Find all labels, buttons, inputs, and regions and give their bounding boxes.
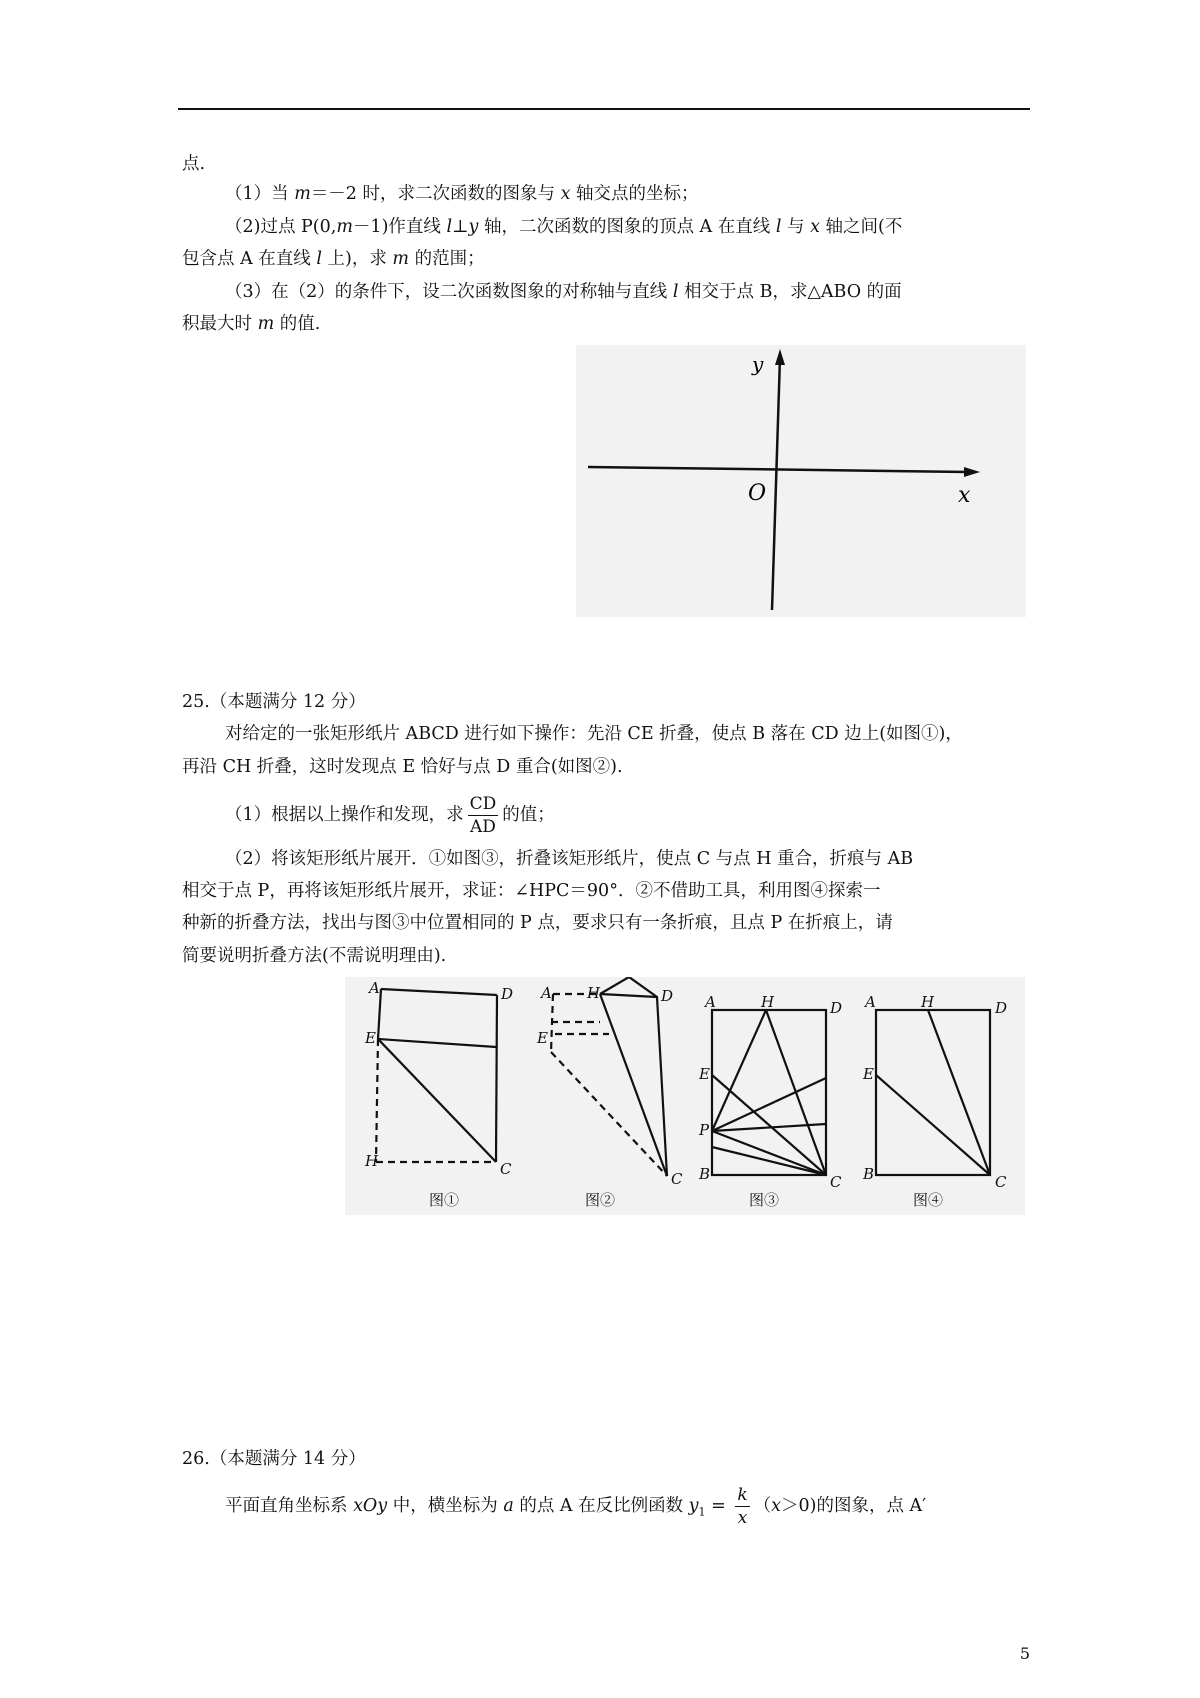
fig3-label-h: H [761, 993, 775, 1011]
fig3-label-a: A [705, 993, 716, 1011]
folding-figures [345, 977, 1025, 1215]
fig3-label-p: P [699, 1121, 710, 1139]
fig1-caption: 图① [429, 1191, 460, 1209]
q25-part1: （1）根据以上操作和发现，求 $\frac{CD}{AD}$ 的值； [225, 794, 555, 837]
figure-background [576, 345, 1026, 617]
header-rule [178, 108, 1030, 110]
x-axis-label: x [958, 483, 971, 508]
fig3-label-c: C [830, 1173, 842, 1191]
fig2-label-d: D [661, 987, 674, 1005]
q24-part3-line1: （3）在（2）的条件下，设二次函数图象的对称轴与直线 l 相交于点 B，求△ABO 的面 [225, 282, 902, 302]
q25-part2-line1: （2）将该矩形纸片展开．①如图③，折叠该矩形纸片，使点 C 与点 H 重合，折痕与 AB [225, 849, 914, 869]
fig1-label-h: H [365, 1152, 379, 1170]
fig3-label-b: B [699, 1165, 711, 1183]
fig1-label-c: C [500, 1160, 512, 1178]
fig4-label-c: C [995, 1173, 1007, 1191]
page-number: 5 [1019, 1644, 1030, 1663]
q24-part2-line1: （2)过点 P(0,m－1)作直线 l⊥y 轴，二次函数的图象的顶点 A 在直线 l 与 x 轴之间(不 [225, 217, 903, 237]
q24-part3-line2: 积最大时 m 的值. [182, 314, 321, 334]
fraction-k-x: $\frac{k}{x}$ [737, 1485, 748, 1528]
fig2-label-e: E [537, 1029, 548, 1047]
origin-label: O [748, 481, 767, 506]
fig3-label-e: E [699, 1065, 710, 1083]
fraction-cd-ad: $\frac{CD}{AD}$ [469, 794, 497, 837]
q25-part2-line3: 种新的折叠方法，找出与图③中位置相同的 P 点，要求只有一条折痕，且点 P 在折痕上，请 [182, 913, 893, 933]
q25-line2: 再沿 CH 折叠，这时发现点 E 恰好与点 D 重合(如图②). [182, 757, 623, 777]
fig1-label-d: D [501, 985, 514, 1003]
figures-background [345, 977, 1025, 1215]
fig2-label-a: A [541, 984, 552, 1002]
fig4-caption: 图④ [913, 1191, 944, 1209]
q26-line1: 平面直角坐标系 xOy 中，横坐标为 a 的点 A 在反比例函数 $y_1$ = $\frac{k}{x}$ （x＞0)的图象，点 A′ [225, 1485, 927, 1528]
fig2-caption: 图② [585, 1191, 616, 1209]
y-axis-label: y [752, 352, 764, 376]
fig4-label-a: A [865, 993, 876, 1011]
fig4-label-b: B [863, 1165, 875, 1183]
fig3-caption: 图③ [749, 1191, 780, 1209]
q24-part1: （1）当 m＝－2 时，求二次函数的图象与 x 轴交点的坐标； [225, 184, 699, 204]
fig3-label-d: D [830, 999, 843, 1017]
fig1-label-a: A [369, 979, 380, 997]
fig1-label-e: E [365, 1029, 376, 1047]
fig4-label-e: E [863, 1065, 874, 1083]
fig4-label-d: D [995, 999, 1008, 1017]
q25-part2-line4: 简要说明折叠方法(不需说明理由). [182, 946, 447, 966]
coordinate-axes-figure [576, 345, 1026, 617]
q24-continuation: 点. [182, 154, 206, 174]
fig4-label-h: H [921, 993, 935, 1011]
q25-header: 25.（本题满分 12 分） [182, 692, 366, 712]
fig2-label-h: H [587, 984, 601, 1002]
q26-header: 26.（本题满分 14 分） [182, 1449, 366, 1469]
fig2-label-c: C [671, 1170, 683, 1188]
q25-line1: 对给定的一张矩形纸片 ABCD 进行如下操作：先沿 CE 折叠，使点 B 落在 CD 边上(如图①)， [225, 724, 963, 744]
q25-part2-line2: 相交于点 P，再将该矩形纸片展开，求证：∠HPC＝90°．②不借助工具，利用图④探索一 [182, 881, 881, 901]
q24-part2-line2: 包含点 A 在直线 l 上)，求 m 的范围； [182, 249, 485, 269]
